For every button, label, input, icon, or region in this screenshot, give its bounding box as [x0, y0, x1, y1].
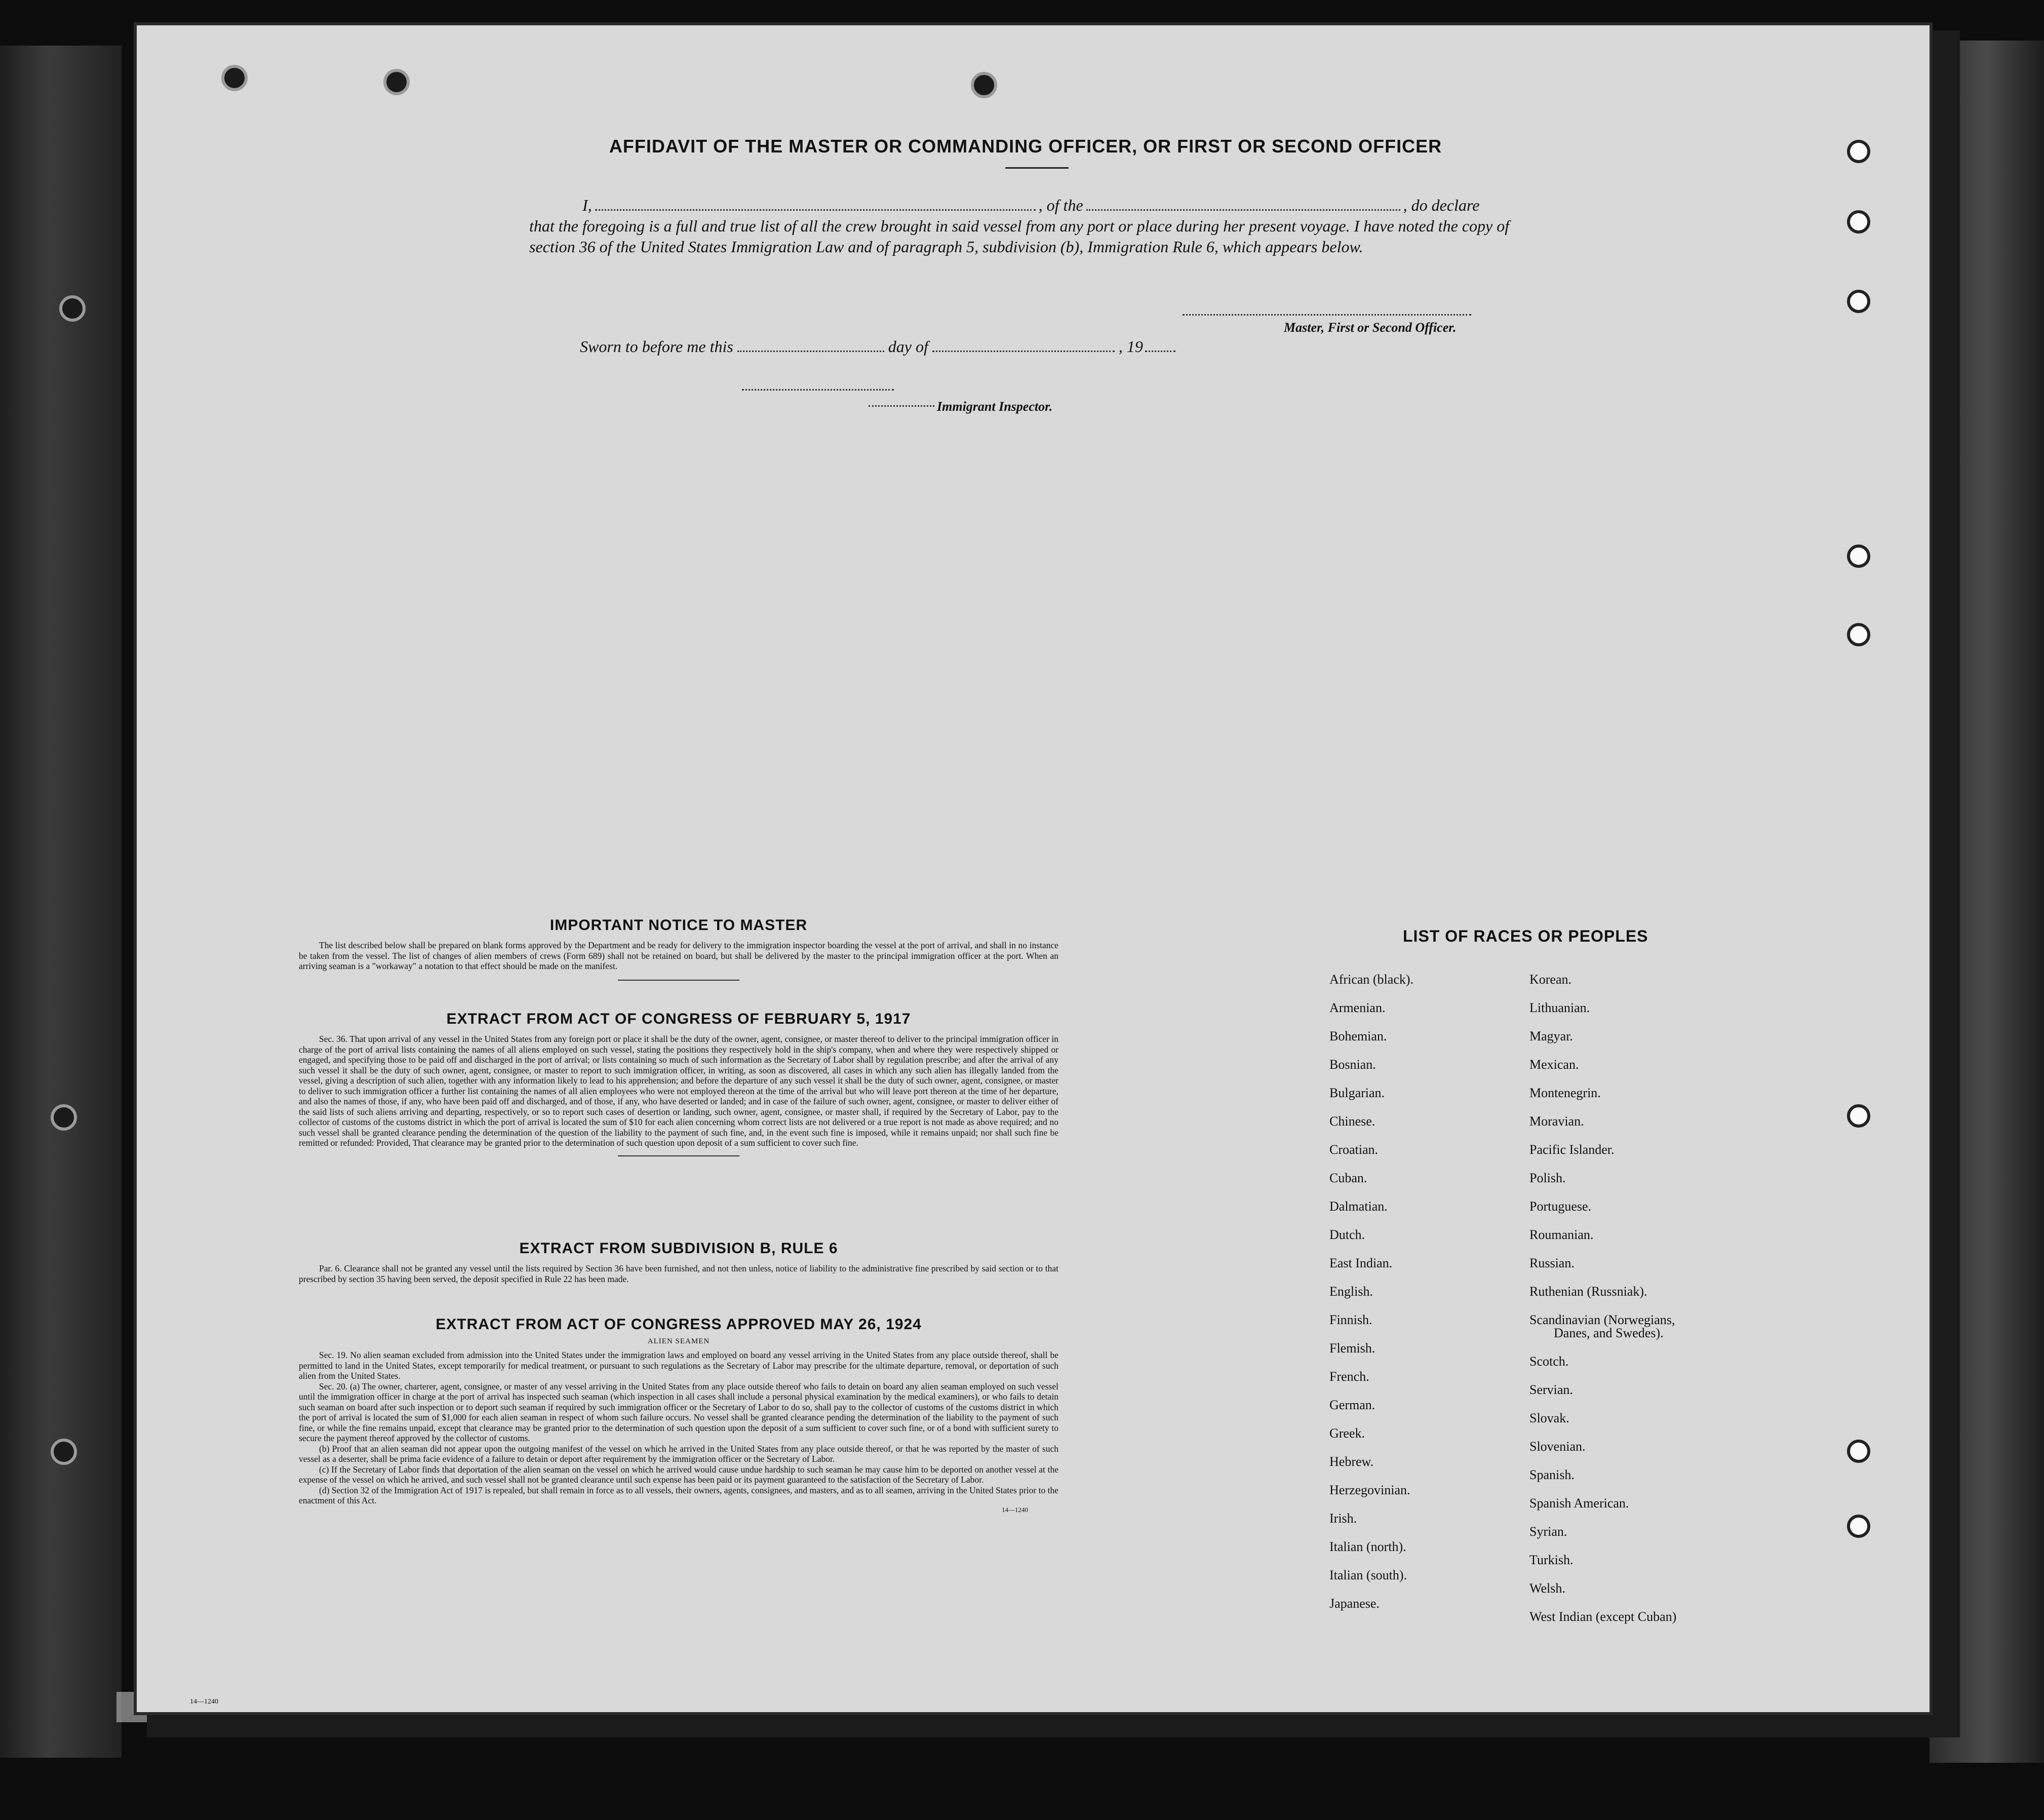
sworn-line: [580, 337, 1175, 356]
race-item: Servian.: [1529, 1382, 1573, 1397]
extract-1917-title: EXTRACT FROM ACT OF CONGRESS OF FEBRUARY 5, 1917: [446, 1011, 911, 1027]
year-blank[interactable]: [1145, 351, 1175, 352]
day-of-label: day of: [888, 337, 928, 356]
race-item: Cuban.: [1329, 1171, 1367, 1185]
rule-6-text: Par. 6. Clearance shall not be granted any vessel until the lists required by Section 36 have been furnished, and not then unless, notice of liability to the administrative fine prescribed by said section or to that prescribed by section 35 having been served, the deposit specified in Rule 22 has been made.: [299, 1263, 1058, 1284]
race-item: Polish.: [1529, 1171, 1566, 1185]
race-item: Bosnian.: [1329, 1057, 1376, 1072]
punch-hole: [1847, 545, 1870, 568]
race-item: Lithuanian.: [1529, 1000, 1590, 1015]
race-item: Italian (north).: [1329, 1539, 1406, 1554]
race-item: Spanish American.: [1529, 1496, 1629, 1511]
rule-6-title: EXTRACT FROM SUBDIVISION B, RULE 6: [519, 1240, 838, 1257]
binder-right-edge: [1930, 41, 2044, 1763]
affidavit-i: I,: [582, 196, 592, 214]
section-divider: [618, 980, 739, 981]
extract-1924-para: Sec. 19. No alien seaman excluded from admission into the United States under the immigration laws and employed on board any vessel arriving in the United States from any place outside thereof, shall be permitted to land in the United States, except temporarily for medical treatment, or pursuant to such regulations as the Secretary of Labor may prescribe for the ultimate departure, removal, or deportation of such alien from the United States.: [299, 1350, 1058, 1381]
extract-1917: [299, 1011, 1058, 1156]
form-number: 14—1240: [1002, 1505, 1028, 1514]
race-item: German.: [1329, 1398, 1375, 1412]
race-item: English.: [1329, 1284, 1373, 1299]
race-item: Slovak.: [1529, 1411, 1569, 1425]
do-declare-label: , do declare: [1403, 196, 1480, 214]
race-item: Armenian.: [1329, 1000, 1386, 1015]
race-item: Welsh.: [1529, 1581, 1565, 1596]
of-the-label: , of the: [1038, 196, 1083, 214]
race-item: Moravian.: [1529, 1114, 1584, 1129]
race-item: Mexican.: [1529, 1057, 1579, 1072]
section-divider: [618, 1155, 739, 1156]
master-signature-label: Master, First or Second Officer.: [1284, 320, 1457, 335]
vessel-blank[interactable]: [1086, 209, 1400, 211]
inspector-signature-upper[interactable]: [742, 389, 894, 391]
inspector-signature-line[interactable]: [869, 405, 934, 407]
race-item: Pacific Islander.: [1529, 1142, 1615, 1157]
master-signature-line[interactable]: [1183, 314, 1471, 316]
races-title: LIST OF RACES OR PEOPLES: [1403, 927, 1648, 945]
affidavit-body: [529, 195, 1517, 257]
race-item: East Indian.: [1329, 1256, 1393, 1270]
race-item: Croatian.: [1329, 1142, 1379, 1157]
race-item: Montenegrin.: [1529, 1086, 1601, 1100]
year-label: , 19: [1118, 337, 1143, 356]
punch-hole: [383, 69, 410, 95]
race-item: Syrian.: [1529, 1524, 1567, 1539]
punch-hole: [1847, 1515, 1870, 1538]
affidavit-declaration-line: [529, 195, 1517, 216]
extract-rule-6: [299, 1240, 1058, 1284]
race-item: Herzegovinian.: [1329, 1483, 1410, 1497]
punch-hole: [971, 72, 997, 98]
notice-title: IMPORTANT NOTICE TO MASTER: [549, 917, 808, 934]
race-item: Italian (south).: [1329, 1568, 1407, 1582]
race-item: Slovenian.: [1529, 1439, 1586, 1454]
punch-hole: [1847, 210, 1870, 234]
race-item: Bohemian.: [1329, 1029, 1387, 1043]
race-item: Roumanian.: [1529, 1227, 1594, 1242]
punch-hole: [1847, 1104, 1870, 1128]
footer-stamp: 14—1240: [190, 1698, 218, 1706]
race-item: Scotch.: [1529, 1354, 1569, 1369]
extract-1924-para: (c) If the Secretary of Labor finds that deportation of the alien seaman on the vessel on which he arrived would cause undue hardship to such seaman he may cause him to be deported on another vessel at the expense of the vessel on which he arrived, and such vessel shall not be granted clearance until such expense has been paid or its payment guaranteed to the satisfaction of the Secretary of Labor.: [299, 1464, 1058, 1485]
notice-text: The list described below shall be prepared on blank forms approved by the Department and be ready for delivery to the immigration inspector boarding the vessel at the port of arrival, and shall in no instance be taken from the vessel. The list of changes of alien members of crews (Form 689) shall not be retained on board, but shall be delivered by the master to the principal immigration officer at the port. When an arriving seaman is a "workaway" a notation to that effect should be made on the manifest.: [299, 940, 1058, 971]
race-item: African (black).: [1329, 972, 1414, 987]
important-notice: [299, 917, 1058, 981]
punch-hole: [221, 65, 248, 91]
race-item: Danes, and Swedes).: [1554, 1326, 1664, 1340]
punch-hole: [1847, 623, 1870, 646]
extract-1924-para: (b) Proof that an alien seaman did not appear upon the outgoing manifest of the vessel on which he arrived in the United States from any place outside thereof, or that he was reported by the master of such vessel as a deserter, shall be prima facie evidence of a failure to detain or deport after requirement by the immigration officer or the Secretary of Labor.: [299, 1443, 1058, 1464]
race-item: French.: [1329, 1369, 1369, 1384]
title-rule: [1005, 167, 1069, 169]
race-item: Turkish.: [1529, 1553, 1574, 1567]
punch-hole: [1847, 140, 1870, 163]
race-item: Korean.: [1529, 972, 1572, 987]
race-item: Scandinavian (Norwegians,: [1529, 1312, 1675, 1327]
inspector-label: Immigrant Inspector.: [937, 399, 1053, 414]
race-item: Portuguese.: [1529, 1199, 1592, 1214]
race-item: Ruthenian (Russniak).: [1529, 1284, 1647, 1299]
race-item: Dalmatian.: [1329, 1199, 1388, 1214]
punch-hole: [59, 295, 86, 322]
name-blank[interactable]: [595, 209, 1036, 211]
race-item: Hebrew.: [1329, 1454, 1374, 1469]
race-item: Magyar.: [1529, 1029, 1573, 1043]
extract-1924-title: EXTRACT FROM ACT OF CONGRESS APPROVED MAY 26, 1924: [436, 1316, 922, 1333]
race-item: Finnish.: [1329, 1312, 1372, 1327]
punch-hole: [51, 1104, 77, 1131]
punch-hole: [1847, 290, 1870, 313]
race-item: Greek.: [1329, 1426, 1365, 1441]
alien-seamen-subtitle: ALIEN SEAMEN: [647, 1337, 710, 1345]
race-item: Spanish.: [1529, 1467, 1575, 1482]
race-item: Russian.: [1529, 1256, 1575, 1270]
extract-1917-text: Sec. 36. That upon arrival of any vessel in the United States from any foreign port or place it shall be the duty of the owner, agent, consignee, or master thereof to deliver to the principal immigration officer in charge of the port of arrival lists containing the names of all aliens employed on such vessel, stating the positions they respectively hold in the ship's company, when and where they were respectively shipped or engaged, and specifying those to be paid off and discharged in the port of arrival; or lists containing so much of such information as the Secretary of Labor shall by regulation prescribe; and after the arrival of any such vessel it shall be the duty of such owner, agent, consignee, or master to report to such immigration officer, in writing, as soon as discovered, all cases in which any such alien has illegally landed from the vessel, giving a description of such alien, together with any information likely to lead to his apprehension; and before the departure of any such vessel it shall be the duty of such owner, agent, consignee, or master to deliver to such immigration officer a further list containing the names of all alien employees who were not employed thereon at the time of the arrival but who will leave port thereon at the time of her departure, and also the names of those, if any, who have been paid off and discharged, and of those, if any, who have deserted or landed; and in case of the failure of such owner, agent, consignee, or master to deliver either of the said lists of such aliens arriving and departing, respectively, or so to report such cases of desertion or landing, such owner, agent, consignee, or master shall, if required by the Secretary of Labor, pay to the collector of customs of the customs district in which the port of arrival is located the sum of $10 for each alien concerning whom correct lists are not delivered or a true report is not made as above required; and no such vessel shall be granted clearance pending the determination of the question of the liability to the payment of such fine, and, in the event such fine is imposed, while it remains unpaid; nor shall such fine be remitted or refunded: Provided, That clearance may be granted prior to the determination of such question upon deposit of a sum sufficient to cover such fine.: [299, 1034, 1058, 1148]
race-item: Dutch.: [1329, 1227, 1365, 1242]
sworn-day-blank[interactable]: [737, 351, 884, 352]
punch-hole: [51, 1439, 77, 1465]
extract-1924-para: Sec. 20. (a) The owner, charterer, agent, consignee, or master of any vessel arriving in the United States from any place outside thereof who fails to detain on board any alien seaman employed on such vessel until the immigration officer in charge at the port of arrival has inspected such seaman (which inspection in all cases shall include a personal physical examination by the medical examiners), or who fails to detain such seaman on board after such inspection or to deport such seaman if required by such immigration officer or the Secretary of Labor to do so, shall pay to the collector of customs of the customs district in which the port of arrival is located the sum of $1,000 for each alien seaman in respect of whom such failure occurs. No vessel shall be granted clearance pending the determination of the liability to the payment of such fine, or while the fine remains unpaid, except that clearance may be granted prior to the determination of such question upon the deposit of a sum sufficient to cover such fine, or of a bond with sufficient surety to secure the payment thereof approved by the collector of customs.: [299, 1381, 1058, 1443]
extract-1924: [299, 1316, 1058, 1514]
race-item: Bulgarian.: [1329, 1086, 1385, 1100]
extract-1924-para: (d) Section 32 of the Immigration Act of 1917 is repealed, but shall remain in force as to all vessels, their owners, agents, consignees, and masters, and as to all seamen, arriving in the United States prior to the enactment of this Act.: [299, 1485, 1058, 1505]
sworn-month-blank[interactable]: [932, 351, 1115, 352]
affidavit-statement: that the foregoing is a full and true list of all the crew brought in said vessel from any port or place during her present voyage. I have noted the copy of section 36 of the United States Immigration Law and of paragraph 5, subdivision (b), Immigration Rule 6, which appears below.: [529, 217, 1510, 256]
race-item: Japanese.: [1329, 1596, 1380, 1611]
affidavit-title: AFFIDAVIT OF THE MASTER OR COMMANDING OFFICER, OR FIRST OR SECOND OFFICER: [609, 136, 1442, 157]
race-item: Flemish.: [1329, 1341, 1375, 1356]
race-item: Irish.: [1329, 1511, 1357, 1526]
punch-hole: [1847, 1440, 1870, 1463]
race-item: Chinese.: [1329, 1114, 1375, 1129]
sworn-label: Sworn to before me this: [580, 337, 733, 356]
race-item: West Indian (except Cuban): [1529, 1609, 1677, 1624]
